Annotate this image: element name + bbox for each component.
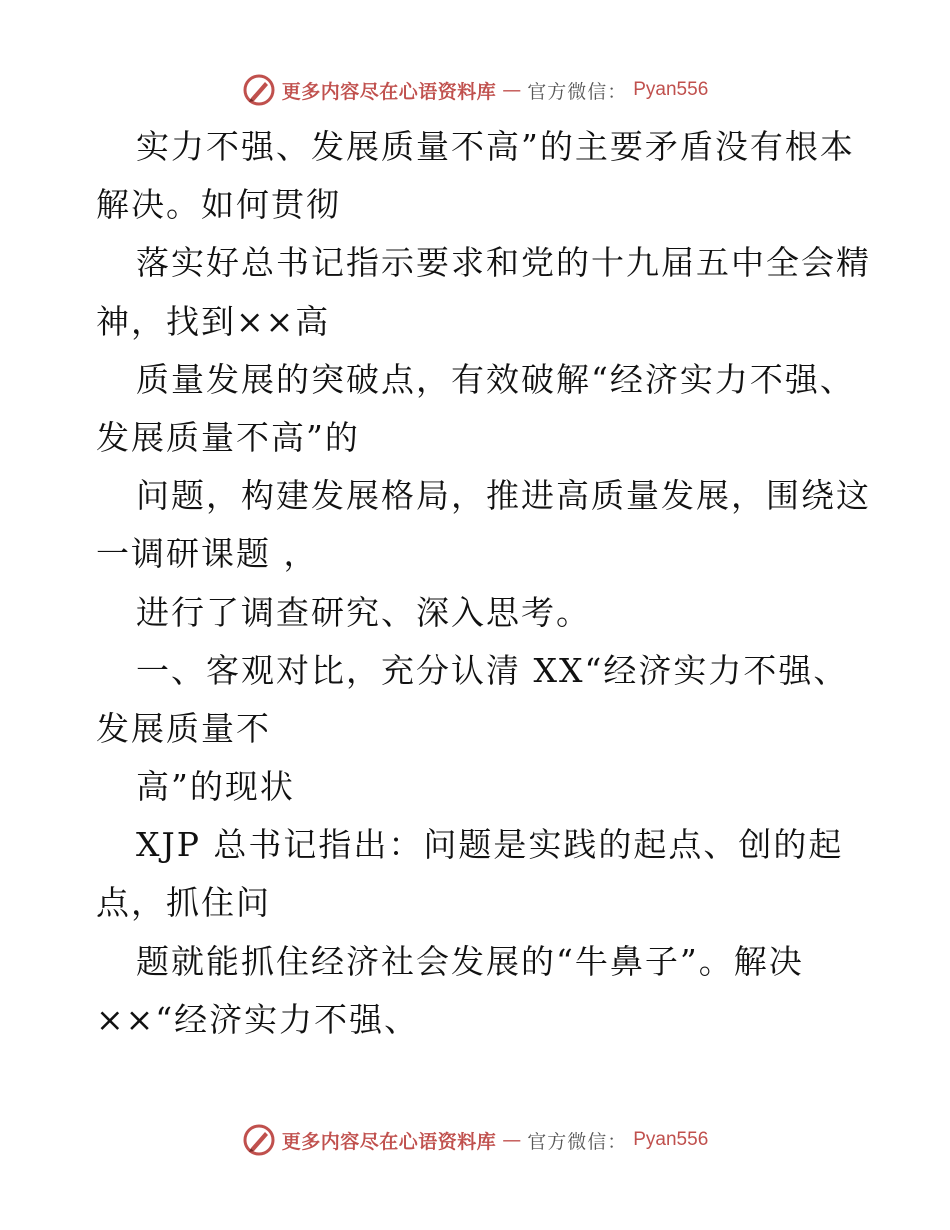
watermark-main-text: 更多内容尽在心语资料库 bbox=[281, 1130, 497, 1153]
watermark-label: 官方微信： bbox=[527, 1130, 628, 1153]
watermark-wechat-id: Pyan556 bbox=[633, 79, 709, 100]
text-line: 发展质量不 bbox=[96, 708, 271, 748]
watermark-label: 官方微信： bbox=[527, 80, 628, 103]
pen-in-circle-icon bbox=[242, 73, 276, 107]
text-line: 神，找到××高 bbox=[96, 301, 331, 341]
text-line: 一、客观对比，充分认清 XX“经济实力不强、 bbox=[136, 650, 849, 690]
text-line: ××“经济实力不强、 bbox=[96, 999, 420, 1039]
watermark-dash: — bbox=[502, 79, 522, 101]
text-line: 解决。如何贯彻 bbox=[96, 185, 341, 225]
document-body bbox=[96, 118, 871, 1049]
text-line: 点，抓住问 bbox=[96, 883, 271, 923]
watermark-wechat-id: Pyan556 bbox=[633, 1129, 709, 1150]
text-line: XJP 总书记指出：问题是实践的起点、创的起 bbox=[136, 825, 844, 865]
text-line: 进行了调查研究、深入思考。 bbox=[136, 592, 591, 632]
footer-watermark bbox=[0, 1120, 950, 1160]
text-line: 高”的现状 bbox=[136, 767, 295, 807]
text-line: 一调研课题 ， bbox=[96, 534, 319, 574]
watermark-main-text: 更多内容尽在心语资料库 bbox=[281, 80, 497, 103]
text-line: 质量发展的突破点，有效破解“经济实力不强、 bbox=[136, 359, 855, 399]
text-line: 发展质量不高”的 bbox=[96, 417, 360, 457]
text-line: 题就能抓住经济社会发展的“牛鼻子”。解决 bbox=[136, 941, 804, 981]
text-line: 实力不强、发展质量不高”的主要矛盾没有根本 bbox=[136, 127, 855, 166]
watermark-dash: — bbox=[502, 1129, 522, 1151]
pen-in-circle-icon bbox=[242, 1123, 276, 1157]
text-line: 问题，构建发展格局，推进高质量发展，围绕这 bbox=[136, 476, 871, 516]
header-watermark bbox=[0, 70, 950, 110]
text-line: 落实好总书记指示要求和党的十九届五中全会精 bbox=[136, 243, 871, 283]
